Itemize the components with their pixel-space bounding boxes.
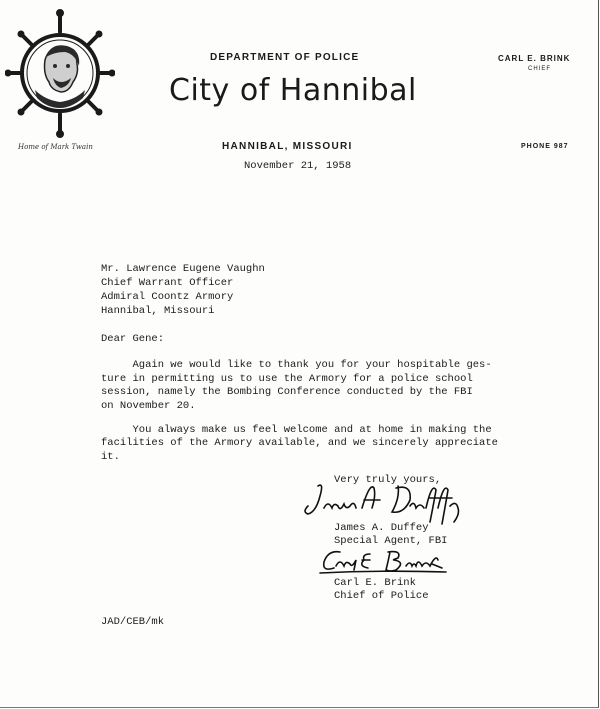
letter-date: November 21, 1958 [244,160,352,172]
signer2-name: Carl E. Brink [334,577,416,589]
seal-caption: Home of Mark Twain [18,143,93,151]
body-line: facilities of the Armory available, and we sincerely appreciate [101,437,498,449]
signer1-title: Special Agent, FBI [334,535,448,547]
body-line: ture in permitting us to use the Armory for a police school [101,373,473,385]
phone-number: PHONE 987 [521,143,569,150]
salutation: Dear Gene: [101,333,165,345]
department-heading: DEPARTMENT OF POLICE [210,52,360,63]
signature-brink [318,546,458,576]
recipient-title: Chief Warrant Officer [101,277,234,289]
body-line: it. [101,451,120,463]
signer1-name: James A. Duffey [334,522,429,534]
recipient-name: Mr. Lawrence Eugene Vaughn [101,263,265,275]
chief-title-heading: CHIEF [528,66,551,72]
closing: Very truly yours, [334,474,442,486]
chief-name-heading: CARL E. BRINK [498,54,571,63]
recipient-organization: Admiral Coontz Armory [101,291,234,303]
location-line: HANNIBAL, MISSOURI [222,141,353,152]
signer2-title: Chief of Police [334,590,429,602]
body-line: You always make us feel welcome and at home in making the [101,424,492,436]
body-line: Again we would like to thank you for your hospitable ges- [101,359,492,371]
city-title: City of Hannibal [169,73,417,108]
body-line: session, namely the Bombing Conference conducted by the FBI [101,386,473,398]
reference-initials: JAD/CEB/mk [101,616,165,628]
body-line: on November 20. [101,400,196,412]
recipient-city: Hannibal, Missouri [101,305,215,317]
signature-duffey [300,478,465,528]
city-seal-icon [5,8,115,142]
